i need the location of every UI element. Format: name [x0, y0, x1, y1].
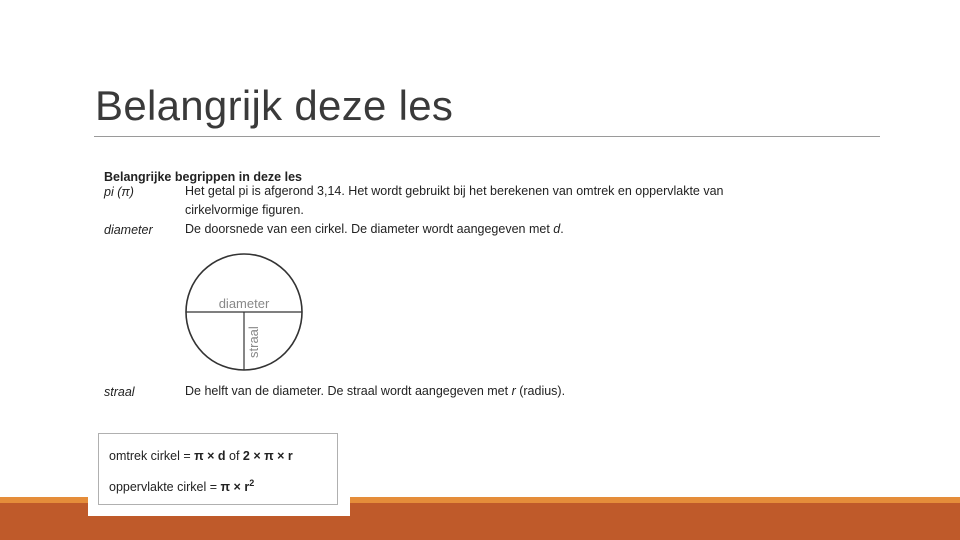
definition-straal-end: (radius). [515, 384, 566, 398]
definition-diameter-var: d [553, 222, 561, 236]
formula-frame [98, 433, 338, 505]
term-diameter: diameter [104, 223, 153, 237]
definition-diameter [185, 220, 865, 239]
content-heading: Belangrijke begrippen in deze les [104, 170, 302, 184]
radius-label: straal [246, 326, 261, 358]
definition-straal-text: De helft van de diameter. De straal wordt aangegeven met [185, 384, 512, 398]
formula-circumference-or: of [225, 449, 243, 463]
formula-area-exponent: 2 [249, 478, 255, 488]
definition-pi [185, 182, 865, 220]
formula-card [88, 428, 350, 516]
term-pi: pi (π) [104, 185, 134, 199]
definition-pi-line-2: cirkelvormige figuren. [185, 203, 304, 217]
formula-circumference-expr: π × d [194, 449, 226, 463]
formula-area [109, 478, 254, 494]
definition-straal [185, 382, 865, 401]
definition-diameter-end: . [560, 222, 564, 236]
term-straal: straal [104, 385, 135, 399]
definition-straal-var: r [511, 384, 516, 398]
formula-circumference-label: omtrek cirkel = [109, 449, 195, 463]
slide-title: Belangrijk deze les [95, 82, 454, 129]
formula-circumference-expr2: 2 × π × r [242, 449, 293, 463]
definition-diameter-text: De doorsnede van een cirkel. De diameter wordt aangegeven met [185, 222, 554, 236]
circle-diagram [183, 250, 305, 374]
title-divider [94, 136, 880, 137]
formula-circumference [109, 449, 293, 463]
diameter-label: diameter [218, 296, 270, 311]
formula-area-expr: π × r [220, 480, 250, 495]
definition-pi-line-1: Het getal pi is afgerond 3,14. Het wordt gebruikt bij het berekenen van omtrek en oppervlakte van [185, 184, 724, 198]
formula-area-label: oppervlakte cirkel = [109, 480, 221, 495]
